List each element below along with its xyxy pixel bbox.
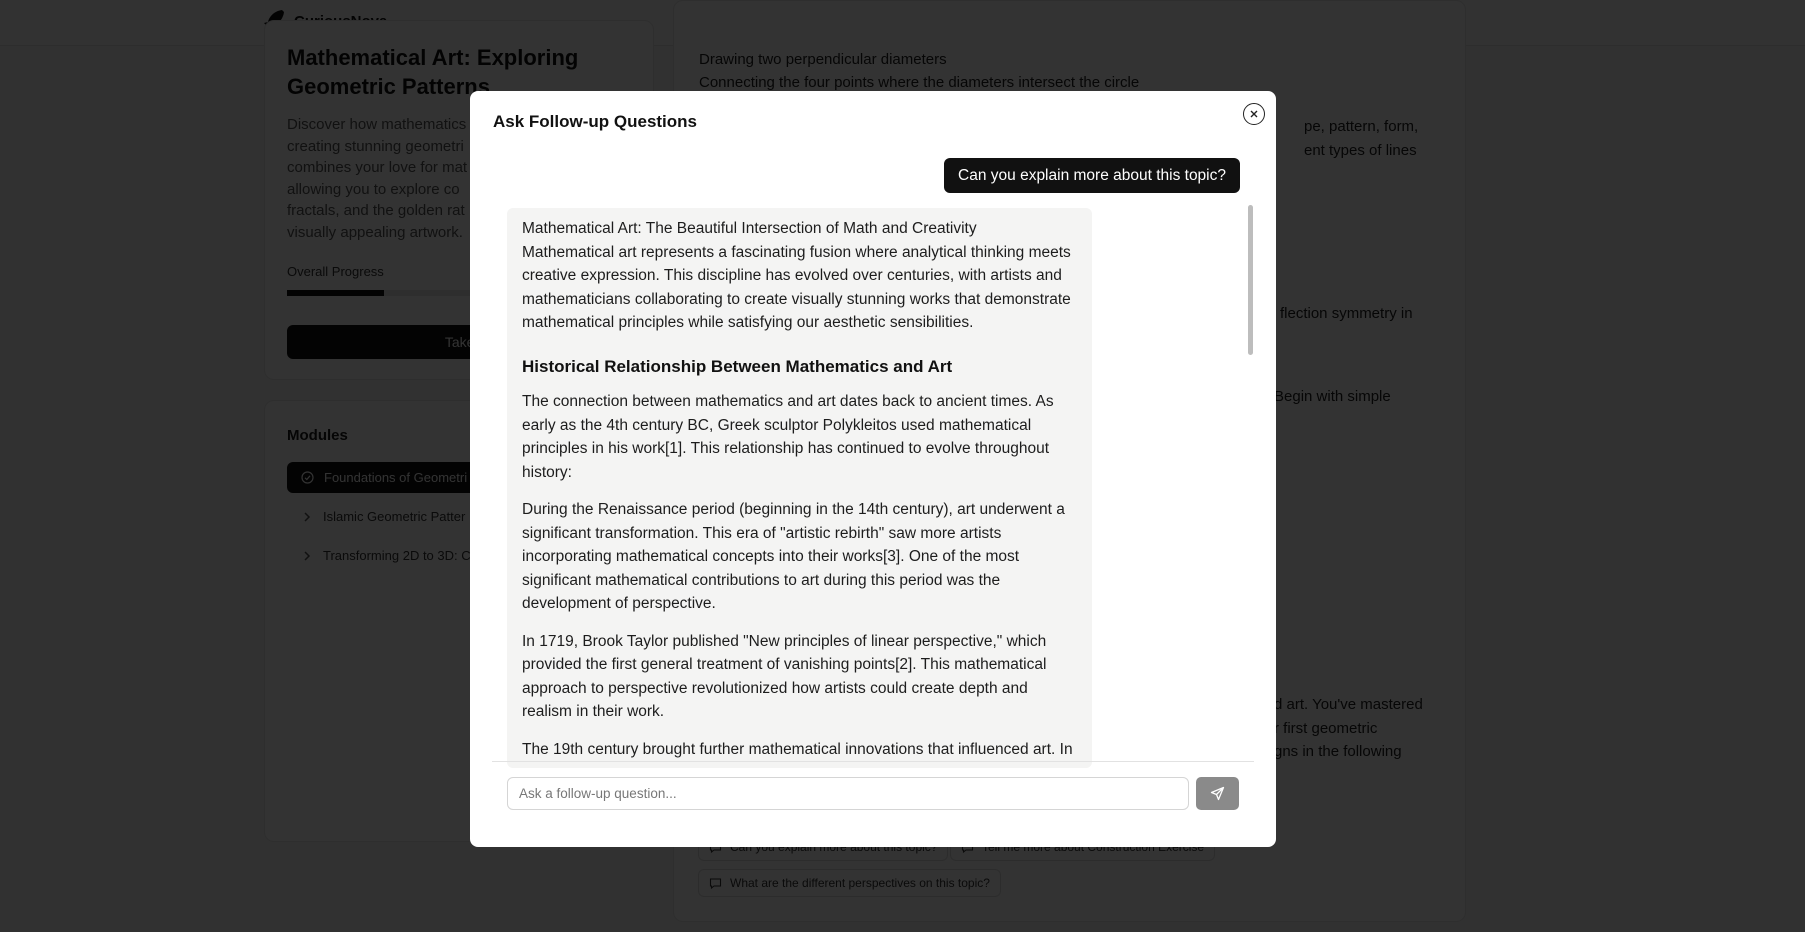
assistant-message	[507, 208, 1092, 768]
assistant-paragraph: During the Renaissance period (beginning in the 14th century), art underwent a significant transformation. This era of "artistic rebirth" saw more artists incorporating mathematical concepts into their works[3]. One of the most significant mathematical contributions to art during this period was the development of perspective.	[522, 501, 1065, 612]
close-button[interactable]	[1243, 103, 1265, 125]
send-button[interactable]	[1196, 777, 1239, 810]
assistant-paragraph: The connection between mathematics and art dates back to ancient times. As early as the 4th century BC, Greek sculptor Polykleitos used mathematical principles in his work[1]. This relationship has continued to evolve throughout history:	[522, 393, 1054, 481]
conversation-scrollbar[interactable]	[1248, 205, 1253, 355]
conversation-area[interactable]	[470, 149, 1276, 758]
follow-up-dialog	[470, 91, 1276, 847]
assistant-section-heading: Historical Relationship Between Mathematics and Art	[522, 356, 953, 376]
assistant-paragraph: In 1719, Brook Taylor published "New principles of linear perspective," which provided the first general treatment of vanishing points[2]. This mathematical approach to perspective revolutionized how artists could create depth and realism in their work.	[522, 632, 1047, 720]
dialog-divider	[492, 761, 1254, 762]
assistant-intro: Mathematical Art: The Beautiful Intersection of Math and Creativity Mathematical art represents a fascinating fusion where analytical thinking meets creative expression. This discipline has evolved over centuries, with artists and mathematicians collaborating to create visually stunning works that demonstrate mathematical principles while satisfying our aesthetic sensibilities.	[522, 220, 1071, 331]
close-icon	[1249, 109, 1259, 119]
assistant-paragraph: The 19th century brought further mathematical innovations that influenced art. In	[522, 740, 1073, 758]
send-icon	[1210, 786, 1225, 801]
user-message: Can you explain more about this topic?	[944, 158, 1240, 193]
dialog-title: Ask Follow-up Questions	[493, 112, 698, 131]
follow-up-input[interactable]	[507, 777, 1189, 810]
